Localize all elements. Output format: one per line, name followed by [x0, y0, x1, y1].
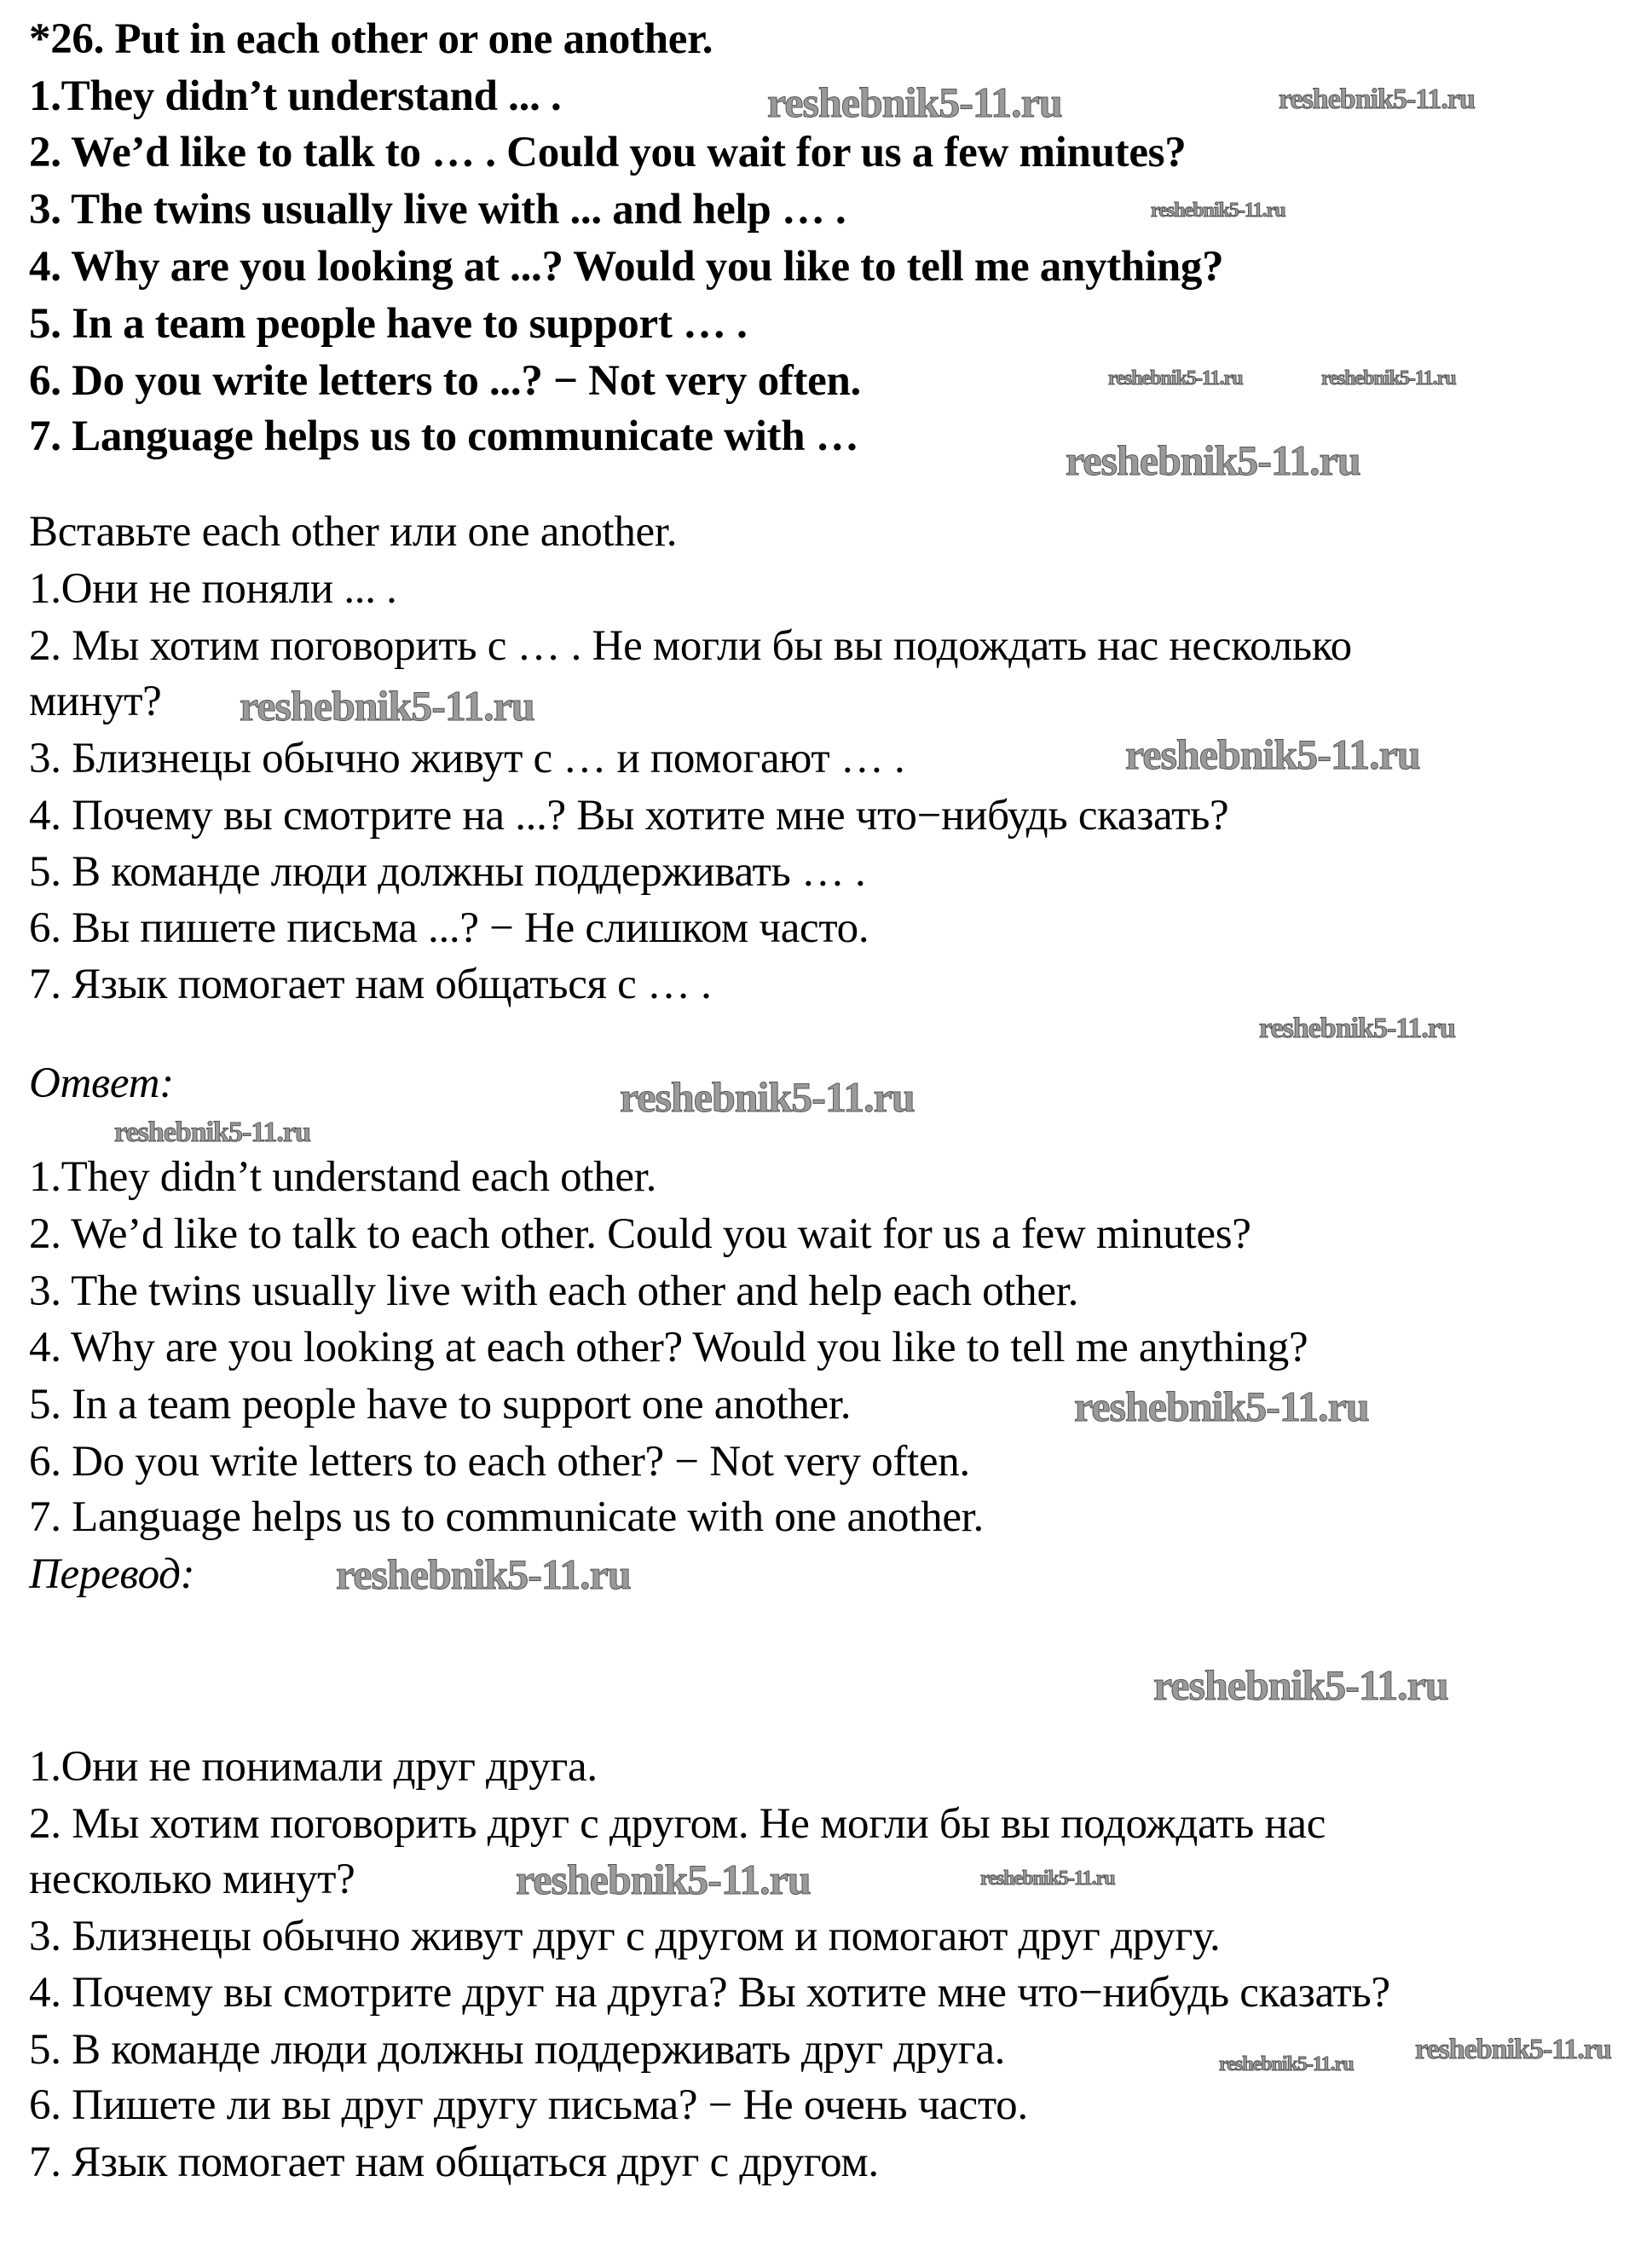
translation-item: 4. Почему вы смотрите друг на друга? Вы хотите мне что−нибудь сказать?: [29, 1969, 1390, 2017]
watermark: reshebnik5-11.ru: [1125, 730, 1420, 778]
watermark: reshebnik5-11.ru: [1321, 367, 1456, 390]
translation-item: 6. Пишете ли вы друг другу письма? − Не очень часто.: [29, 2081, 1028, 2129]
exercise-item: 2. We’d like to talk to … . Could you wait for us a few minutes?: [29, 129, 1187, 176]
task-ru-item: 6. Вы пишете письма ...? − Не слишком часто.: [29, 904, 869, 952]
translation-item: 7. Язык помогает нам общаться друг с другом.: [29, 2138, 879, 2186]
answer-label: Ответ:: [29, 1059, 174, 1107]
exercise-item: 5. In a team people have to support … .: [29, 300, 748, 348]
watermark: reshebnik5-11.ru: [1415, 2034, 1611, 2065]
answer-item: 4. Why are you looking at each other? Would you like to tell me anything?: [29, 1324, 1308, 1371]
answer-item: 2. We’d like to talk to each other. Could you wait for us a few minutes?: [29, 1210, 1251, 1258]
exercise-title: *26. Put in each other or one another.: [29, 15, 713, 63]
exercise-item: 1.They didn’t understand ... .: [29, 72, 562, 120]
translation-item: 3. Близнецы обычно живут друг с другом и помогают друг другу.: [29, 1913, 1221, 1960]
exercise-item: 3. The twins usually live with ... and help … .: [29, 186, 846, 234]
task-ru-title: Вставьте each other или one another.: [29, 508, 678, 556]
watermark: reshebnik5-11.ru: [1066, 436, 1360, 484]
watermark: reshebnik5-11.ru: [1074, 1382, 1369, 1430]
task-ru-item: 2. Мы хотим поговорить с … . Не могли бы вы подождать нас несколько: [29, 622, 1352, 670]
watermark: reshebnik5-11.ru: [1259, 1013, 1455, 1044]
task-ru-item: 7. Язык помогает нам общаться с … .: [29, 961, 712, 1008]
answer-item: 3. The twins usually live with each other and help each other.: [29, 1267, 1079, 1315]
translation-item: несколько минут?: [29, 1856, 355, 1903]
translation-item: 5. В команде люди должны поддерживать друг друга.: [29, 2026, 1006, 2074]
task-ru-item: 4. Почему вы смотрите на ...? Вы хотите мне что−нибудь сказать?: [29, 792, 1229, 840]
exercise-item: 4. Why are you looking at ...? Would you like to tell me anything?: [29, 243, 1224, 291]
watermark: reshebnik5-11.ru: [1108, 367, 1243, 390]
watermark: reshebnik5-11.ru: [620, 1073, 915, 1121]
watermark: reshebnik5-11.ru: [336, 1550, 631, 1598]
watermark: reshebnik5-11.ru: [980, 1867, 1115, 1890]
watermark: reshebnik5-11.ru: [767, 78, 1062, 126]
watermark: reshebnik5-11.ru: [240, 682, 534, 730]
task-ru-item: минут?: [29, 678, 162, 725]
watermark: reshebnik5-11.ru: [114, 1117, 310, 1148]
task-ru-item: 3. Близнецы обычно живут с … и помогают … .: [29, 735, 905, 782]
exercise-item: 7. Language helps us to communicate with …: [29, 413, 859, 460]
watermark: reshebnik5-11.ru: [1279, 84, 1475, 115]
answer-item: 1.They didn’t understand each other.: [29, 1153, 657, 1201]
task-ru-item: 1.Они не поняли ... .: [29, 565, 397, 613]
answer-item: 6. Do you write letters to each other? − Not very often.: [29, 1438, 970, 1486]
translation-item: 1.Они не понимали друг друга.: [29, 1743, 598, 1791]
translation-item: 2. Мы хотим поговорить друг с другом. Не могли бы вы подождать нас: [29, 1800, 1326, 1848]
answer-item: 7. Language helps us to communicate with one another.: [29, 1493, 984, 1541]
task-ru-item: 5. В команде люди должны поддерживать … .: [29, 848, 866, 896]
answer-item: 5. In a team people have to support one another.: [29, 1381, 852, 1429]
watermark: reshebnik5-11.ru: [1151, 199, 1285, 222]
watermark: reshebnik5-11.ru: [516, 1856, 811, 1903]
translation-label: Перевод:: [29, 1550, 195, 1598]
watermark: reshebnik5-11.ru: [1153, 1661, 1448, 1709]
watermark: reshebnik5-11.ru: [1219, 2053, 1354, 2075]
exercise-item: 6. Do you write letters to ...? − Not very often.: [29, 357, 861, 405]
